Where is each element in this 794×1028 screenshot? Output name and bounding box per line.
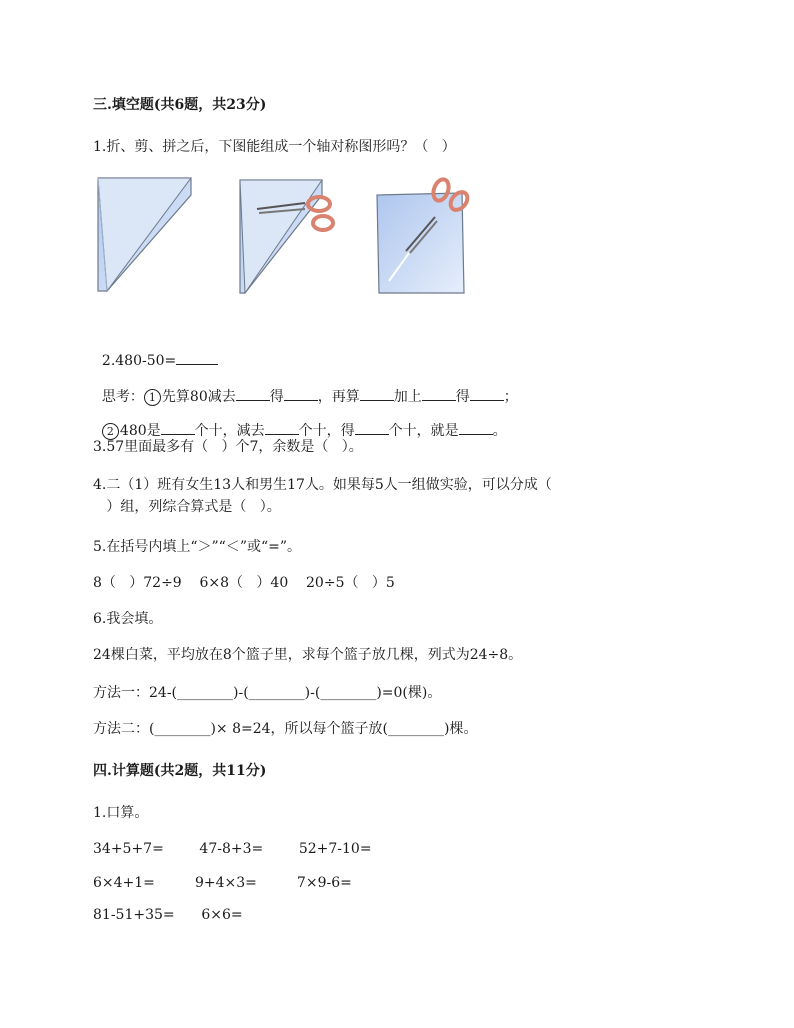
calc-question-1: 1.口算。 bbox=[93, 805, 149, 821]
answer-blank[interactable] bbox=[284, 386, 318, 401]
section-3-heading: 三.填空题(共6题，共23分) bbox=[93, 97, 267, 113]
scissors-cutting-paper-icon bbox=[373, 173, 473, 298]
question-4-line-2: ）组，列综合算式是（ ）。 bbox=[93, 499, 281, 515]
question-1-figures bbox=[95, 173, 475, 298]
answer-blank[interactable] bbox=[459, 420, 493, 435]
think2-part: 。 bbox=[492, 423, 507, 439]
question-6-text: 24棵白菜，平均放在8个篮子里，求每个篮子放几棵，列式为24÷8。 bbox=[93, 647, 523, 663]
question-6-method-1: 方法一：24-(________)-(________)-(________)=0(棵)。 bbox=[93, 685, 442, 701]
question-6: 6.我会填。 bbox=[93, 611, 163, 627]
think1-part: ，再算 bbox=[317, 389, 360, 405]
think1-part: ； bbox=[503, 389, 518, 405]
answer-blank[interactable] bbox=[236, 386, 270, 401]
think1-part: 得 bbox=[455, 389, 470, 405]
question-3: 3.57里面最多有（ ）个7，余数是（ ）。 bbox=[93, 439, 363, 455]
answer-blank[interactable] bbox=[176, 350, 218, 365]
question-2-think-2 bbox=[93, 402, 507, 440]
folded-paper-icon bbox=[95, 173, 195, 298]
question-5-items: 8（ ）72÷9 6×8（ ）40 20÷5（ ）5 bbox=[93, 575, 395, 591]
question-4-line-1: 4.二（1）班有女生13人和男生17人。如果每5人一组做实验，可以分成（ bbox=[93, 477, 552, 493]
question-2-expression bbox=[93, 332, 218, 370]
think-label: 思考： bbox=[101, 389, 144, 405]
calc-row-1: 34+5+7= 47-8+3= 52+7-10= bbox=[93, 841, 372, 857]
scissors-cutting-folded-paper-icon bbox=[237, 173, 347, 298]
answer-blank[interactable] bbox=[360, 386, 394, 401]
think2-part: 个十，就是 bbox=[388, 423, 459, 439]
answer-blank[interactable] bbox=[161, 420, 195, 435]
think1-part: 加上 bbox=[393, 389, 422, 405]
question-5: 5.在括号内填上“＞”“＜”或“=”。 bbox=[93, 539, 302, 555]
answer-blank[interactable] bbox=[265, 420, 299, 435]
think1-part: 先算80减去 bbox=[161, 389, 236, 405]
question-2-text: 2.480-50= bbox=[101, 353, 177, 369]
circled-number-2: 2 bbox=[102, 423, 119, 440]
question-1: 1.折、剪、拼之后，下图能组成一个轴对称图形吗？（ ） bbox=[93, 139, 456, 155]
circled-number-1: 1 bbox=[144, 389, 161, 406]
answer-blank[interactable] bbox=[422, 386, 456, 401]
calc-row-3: 81-51+35= 6×6= bbox=[93, 907, 243, 923]
question-6-method-2: 方法二：(________)× 8=24，所以每个篮子放(________)棵。 bbox=[93, 721, 478, 737]
calc-row-2: 6×4+1= 9+4×3= 7×9-6= bbox=[93, 875, 352, 891]
question-2-think-1 bbox=[93, 368, 518, 406]
think2-part: 个十，得 bbox=[298, 423, 355, 439]
answer-blank[interactable] bbox=[355, 420, 389, 435]
think1-part: 得 bbox=[269, 389, 284, 405]
section-4-heading: 四.计算题(共2题，共11分) bbox=[93, 763, 267, 779]
think2-part: 个十，减去 bbox=[194, 423, 265, 439]
think2-part: 480是 bbox=[119, 423, 161, 439]
answer-blank[interactable] bbox=[470, 386, 504, 401]
